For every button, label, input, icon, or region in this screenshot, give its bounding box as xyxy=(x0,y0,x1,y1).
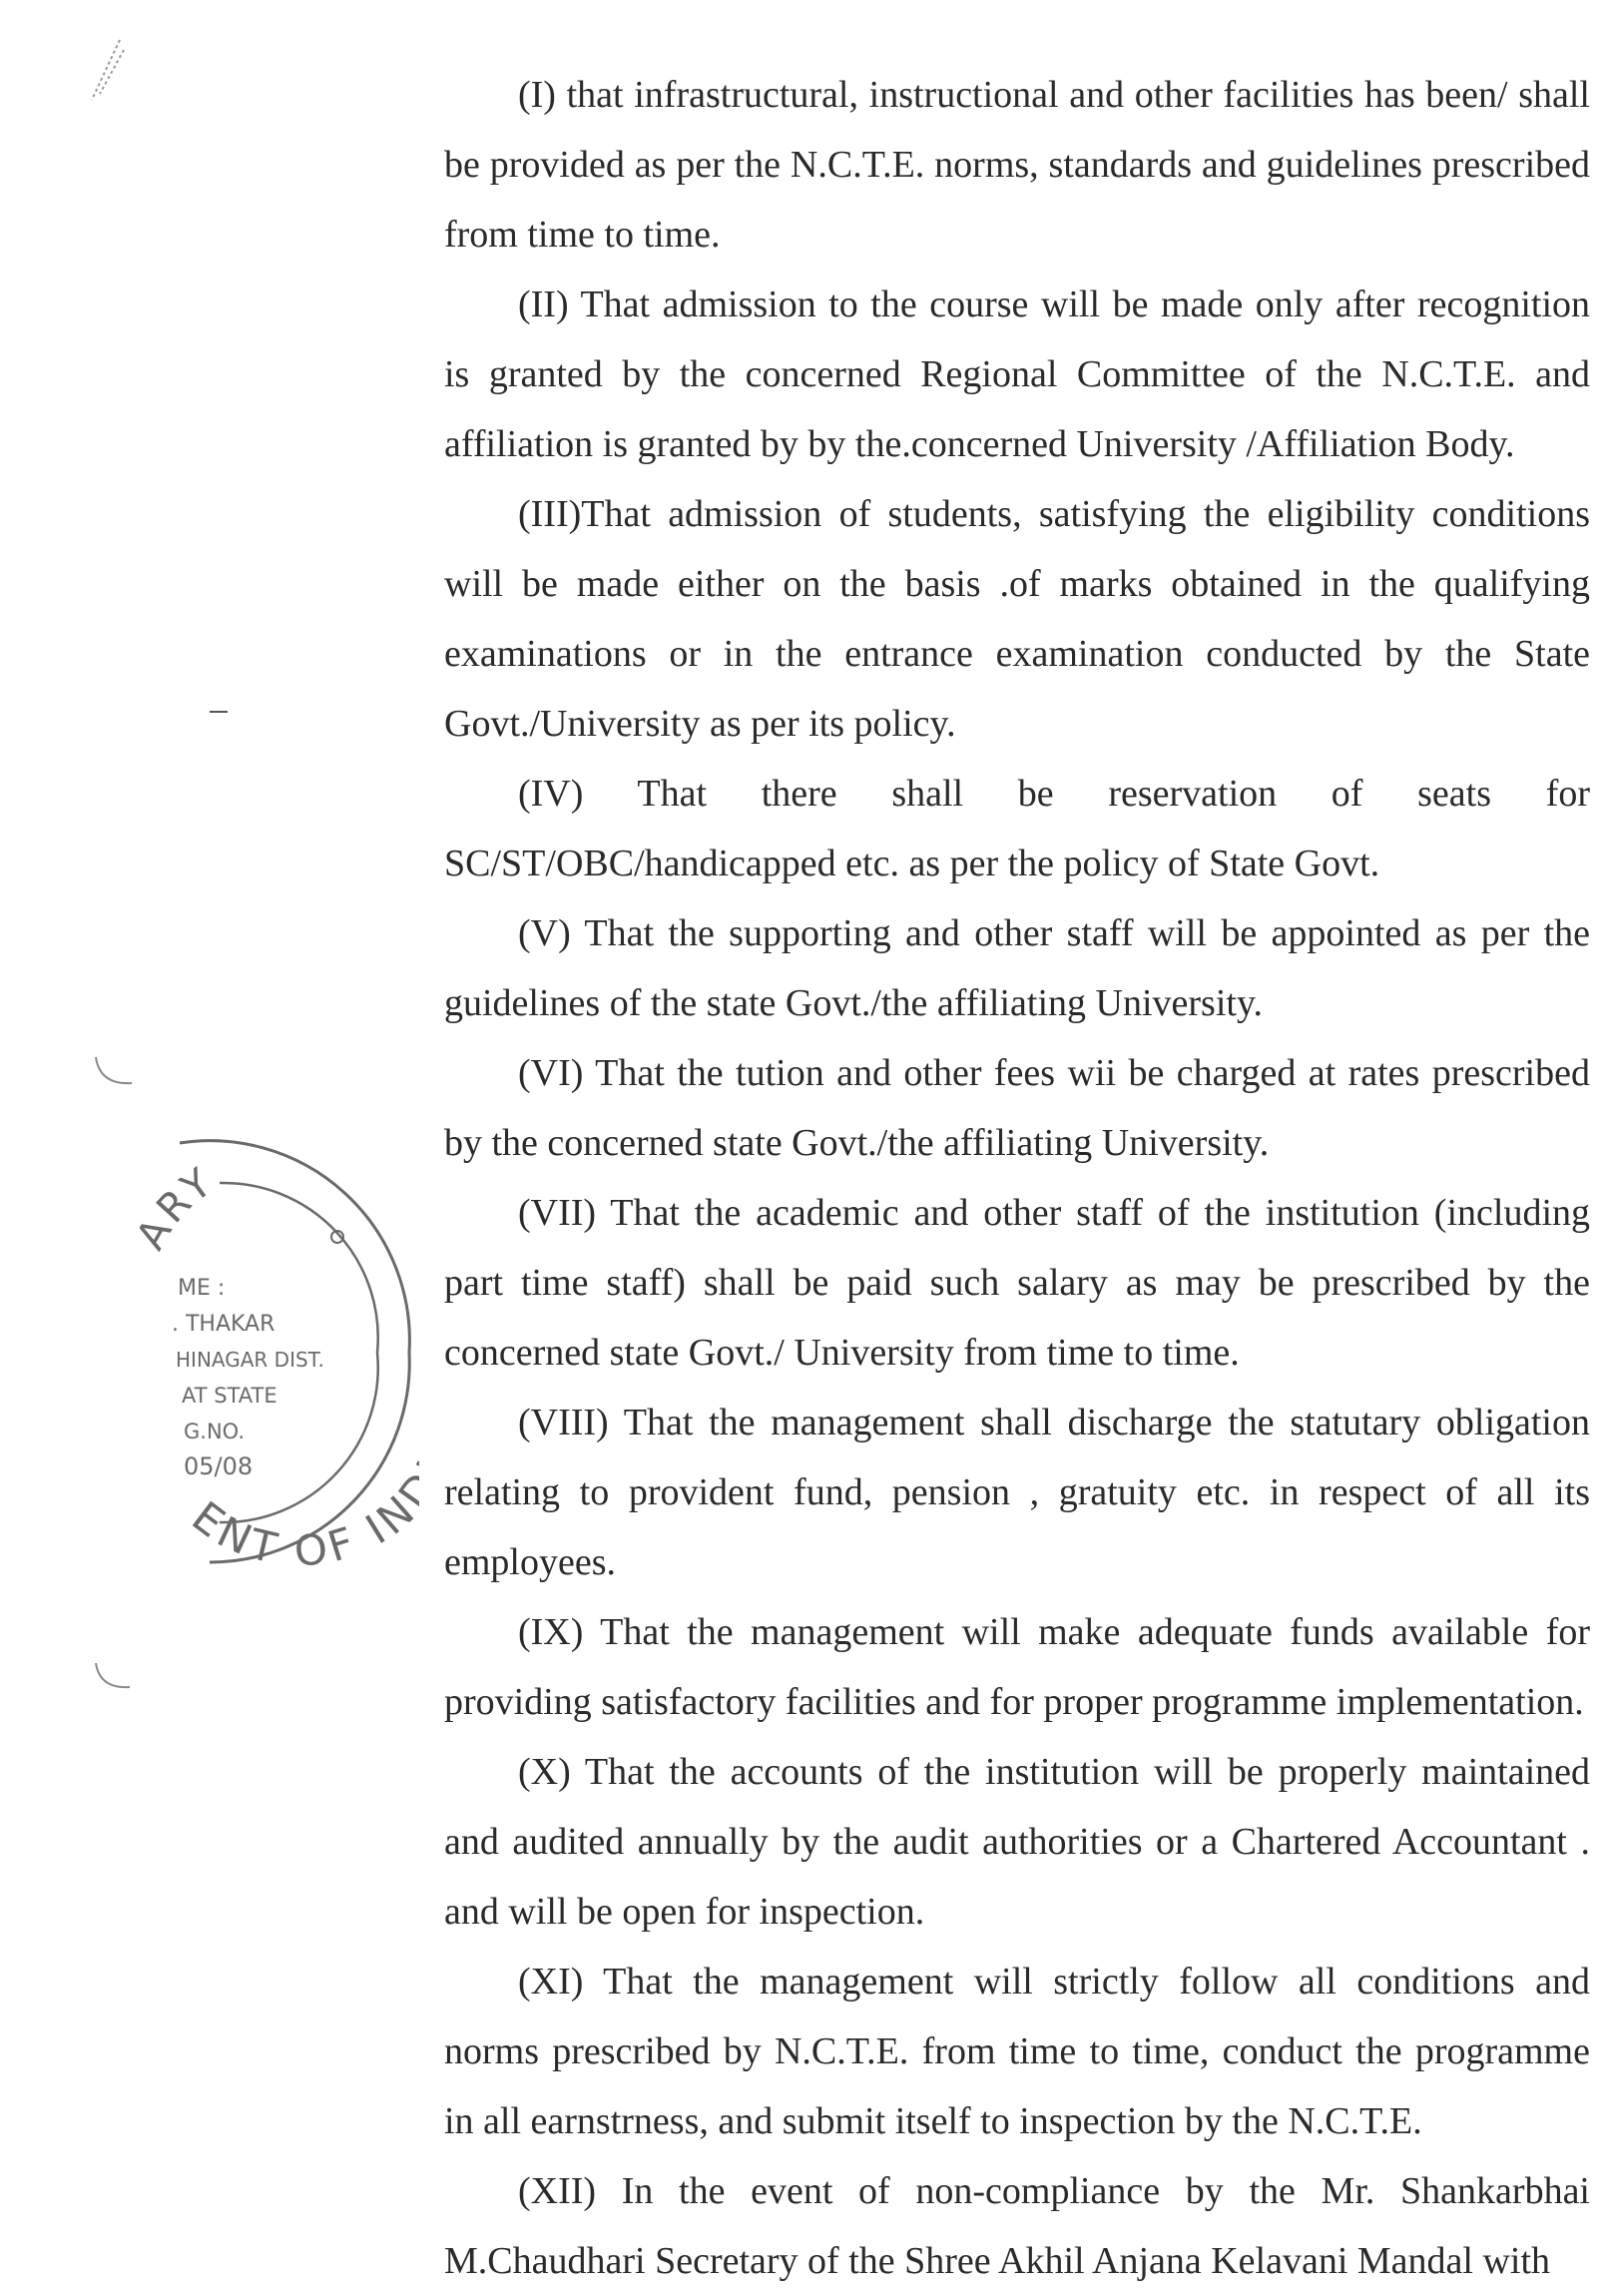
clause-1: (I) that infrastructural, instructional and other facilities has been/ shall be provided as per the N.C.T.E. norms, standards and guidelines prescribed from time to time. xyxy=(444,74,1590,256)
clause-3: (III)That admission of students, satisfying the eligibility conditions will be made either on the basis .of marks obtained in the qualifying examinations or in the entrance examination conducted by the State Govt./University as per its policy. xyxy=(444,493,1590,745)
stamp-line-4: AT STATE xyxy=(182,1384,277,1408)
punch-hole-mark-upper xyxy=(92,1053,142,1098)
clause-7: (VII) That the academic and other staff of the institution (including part time staff) shall be paid such salary as may be prescribed by the concerned state Govt./ University from time to time. xyxy=(444,1192,1590,1374)
clause-8: (VIII) That the management shall discharge the statutary obligation relating to provident fund, pension , gratuity etc. in respect of all its employees. xyxy=(444,1402,1590,1583)
clause-6: (VI) That the tution and other fees wii be charged at rates prescribed by the concerned state Govt./the affiliating University. xyxy=(444,1052,1590,1164)
clause-5: (V) That the supporting and other staff will be appointed as per the guidelines of the state Govt./the affiliating University. xyxy=(444,912,1590,1024)
clause-4: (IV) That there shall be reservation of seats for SC/ST/OBC/handicapped etc. as per the policy of State Govt. xyxy=(444,773,1590,884)
stamp-line-1: ME : xyxy=(178,1276,226,1301)
official-stamp xyxy=(120,1123,419,1582)
stamp-line-2: . THAKAR xyxy=(172,1312,275,1337)
clause-10: (X) That the accounts of the institution will be properly maintained and audited annually by the audit authorities or a Chartered Accountant . and will be open for inspection. xyxy=(444,1751,1590,1933)
clause-9: (IX) That the management will make adequate funds available for providing satisfactory facilities and for proper programme implementation. xyxy=(444,1611,1590,1723)
clause-12: (XII) In the event of non-compliance by the Mr. Shankarbhai M.Chaudhari Secretary of the Shree Akhil Anjana Kelavani Mandal with xyxy=(444,2170,1590,2282)
stamp-line-3: HINAGAR DIST. xyxy=(176,1348,324,1372)
clause-11: (XI) That the management will strictly follow all conditions and norms prescribed by N.C.T.E. from time to time, conduct the programme in all earnstrness, and submit itself to inspection by the N.C.T.E. xyxy=(444,1961,1590,2142)
stamp-line-6: 05/08 xyxy=(184,1452,254,1480)
stamp-line-5: G.NO. xyxy=(184,1420,246,1443)
document-body xyxy=(444,60,1590,2296)
punch-hole-mark-lower xyxy=(92,1659,142,1704)
stamp-bottom-arc: ENT OF I xyxy=(183,1491,398,1576)
scan-mark-dash xyxy=(210,711,228,713)
stamp-top-arc: ARY xyxy=(127,1157,224,1258)
scan-mark-top-left xyxy=(50,30,140,155)
clause-2: (II) That admission to the course will be made only after recognition is granted by the concerned Regional Committee of the N.C.T.E. and affiliation is granted by by the.concerned University /Affiliation Body. xyxy=(444,284,1590,465)
